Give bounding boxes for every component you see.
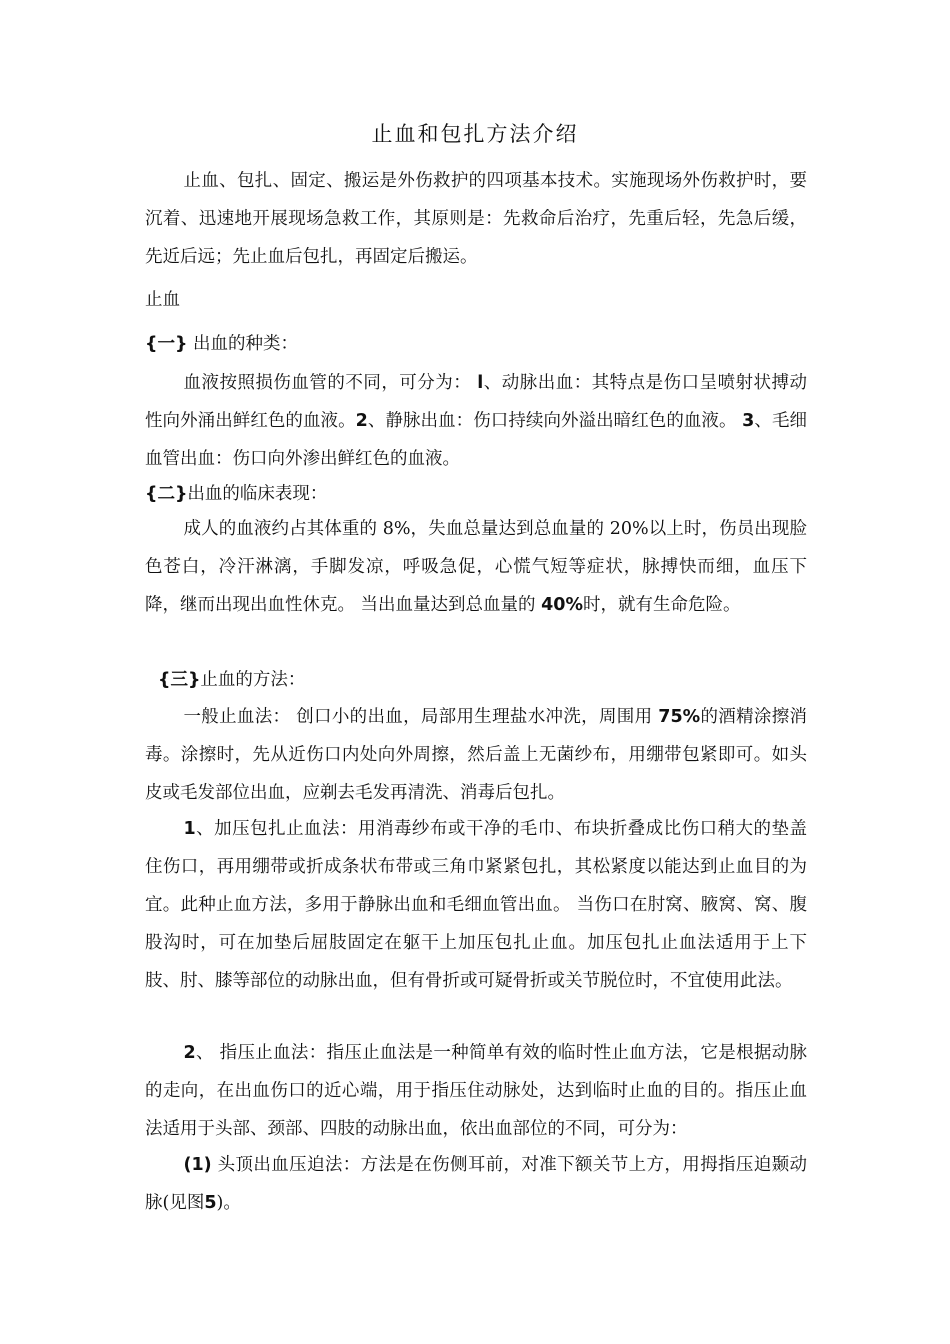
section-1-heading xyxy=(145,330,298,355)
document-title: 止血和包扎方法介绍 xyxy=(371,122,579,146)
percent-value: 40% xyxy=(541,595,584,615)
item-number: l xyxy=(477,373,484,393)
text-span: 头顶出血压迫法：方法是在伤侧耳前，对准下额关节上方，用拇指压迫颞动脉(见图 xyxy=(145,1155,807,1213)
section-1-paragraph xyxy=(145,364,807,478)
method-number: 2 xyxy=(183,1043,196,1063)
section-2-number: {二} xyxy=(145,484,188,504)
text-span: 血液按照损伤血管的不同，可分为： xyxy=(183,373,478,393)
text-span: 时，就有生命危险。 xyxy=(583,595,741,615)
pressure-bandage-paragraph xyxy=(145,810,807,1000)
percent-value: 75% xyxy=(658,707,701,727)
method-number: 1 xyxy=(183,819,196,839)
intro-paragraph: 止血、包扎、固定、搬运是外伤救护的四项基本技术。实施现场外伤救护时，要沉着、迅速地开展现场急救工作，其原则是：先救命后治疗，先重后轻，先急后缓，先近后远；先止血后包扎，再固定后搬运。 xyxy=(145,171,807,267)
text-span: 、毛细血管出血：伤口向外渗出鲜红色的血液。 xyxy=(145,411,808,469)
text-span: 、 指压止血法：指压止血法是一种简单有效的临时性止血方法，它是根据动脉的走向，在出血伤口的近心端，用于指压住动脉处，达到临时止血的目的。指压止血法适用于头部、颈部、四肢的动脉出血，依出血部位的不同，可分为： xyxy=(145,1043,807,1139)
general-method-paragraph xyxy=(145,698,807,812)
section-1-title: 出血的种类： xyxy=(187,334,298,354)
section-title: 止血 xyxy=(145,290,180,310)
text-span: 、静脉出血：伤口持续向外溢出暗红色的血液。 xyxy=(367,411,743,431)
text-span: 成人的血液约占其体重的 8%，失血总量达到总血量的 20%以上时，伤员出现脸色苍白，冷汗淋漓，手脚发凉，呼吸急促，心慌气短等症状，脉搏快而细，血压下降，继而出现出血性休克。 当出血量达到总血量的 xyxy=(145,519,807,615)
section-2-heading xyxy=(145,480,327,505)
section-2-paragraph xyxy=(145,510,807,624)
text-span: 一般止血法： 创口小的出血，局部用生理盐水冲洗，周围用 xyxy=(183,707,659,727)
section-1-number: {一} xyxy=(145,334,188,354)
text-span: 、动脉出血：其特点是伤口呈喷射状搏动性向外涌出鲜红色的血液。 xyxy=(145,373,808,431)
item-number: 3 xyxy=(742,411,755,431)
section-3-number: {三} xyxy=(158,670,201,690)
section-2-title: 出血的临床表现： xyxy=(187,484,328,504)
head-bleeding-paragraph xyxy=(145,1146,807,1222)
finger-pressure-paragraph xyxy=(145,1034,807,1148)
figure-number: 5 xyxy=(204,1193,217,1213)
section-3-heading xyxy=(158,666,305,691)
section-3-title: 止血的方法： xyxy=(200,670,306,690)
sub-item-number: (1) xyxy=(183,1155,212,1175)
text-span: 、加压包扎止血法：用消毒纱布或干净的毛巾、布块折叠成比伤口稍大的垫盖住伤口，再用绷带或折成条状布带或三角巾紧紧包扎，其松紧度以能达到止血目的为宜。此种止血方法，多用于静脉出血和毛细血管出血。 当伤口在肘窝、腋窝、窝、腹股沟时，可在加垫后屈肢固定在躯干上加压包扎止血。加压包扎止血法适用于上下肢、肘、膝等部位的动脉出血，但有骨折或可疑骨折或关节脱位时，不宜使用此法。 xyxy=(145,819,807,991)
text-span: )。 xyxy=(216,1193,241,1213)
text-span: 的酒精涂擦消毒。涂擦时，先从近伤口内处向外周擦，然后盖上无菌纱布，用绷带包紧即可。如头皮或毛发部位出血，应剃去毛发再清洗、消毒后包扎。 xyxy=(145,707,808,803)
item-number: 2 xyxy=(355,411,368,431)
